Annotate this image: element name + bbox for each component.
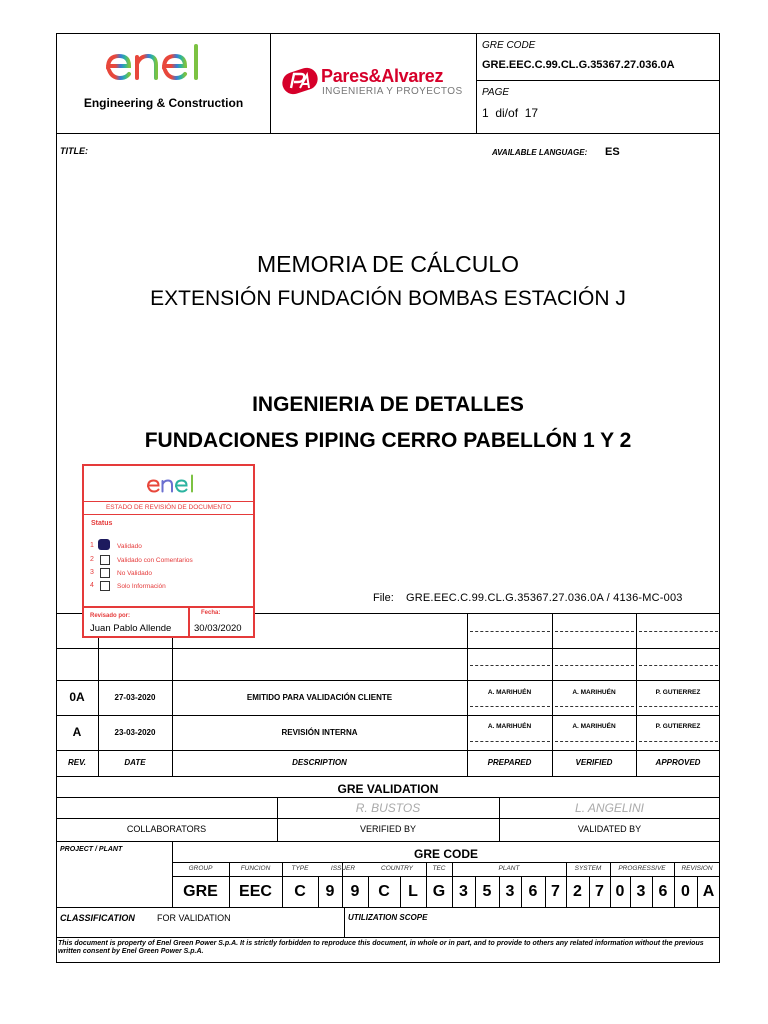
header-plant: PLANT xyxy=(498,865,520,872)
verified-by-name: R. BUSTOS xyxy=(355,801,421,815)
checkbox-icon xyxy=(100,555,110,565)
header-type: TYPE xyxy=(291,865,309,872)
header-date: DATE xyxy=(124,758,146,767)
header-group: GROUP xyxy=(188,865,213,872)
code-cell: C xyxy=(378,883,390,900)
header-country: COUNTRY xyxy=(381,865,413,872)
option-label: No Validado xyxy=(117,570,152,577)
option-number: 4 xyxy=(90,582,94,589)
description-cell: REVISIÓN INTERNA xyxy=(281,728,358,737)
reviewer-value: Juan Pablo Allende xyxy=(90,623,172,634)
rev-cell: A xyxy=(72,725,82,739)
file-value: GRE.EEC.C.99.CL.G.35367.27.036.0A / 4136-MC-003 xyxy=(406,592,683,604)
classification-label: CLASSIFICATION xyxy=(60,913,135,923)
prepared-cell: A. MARIHUÉN xyxy=(487,723,532,730)
code-cell: L xyxy=(408,883,418,900)
code-cell: 7 xyxy=(551,883,560,900)
prepared-cell: A. MARIHUÉN xyxy=(487,689,532,696)
code-cell: 0 xyxy=(615,883,625,900)
code-cell: G xyxy=(432,883,446,900)
page-value: 1 di/of 17 xyxy=(482,106,539,120)
document-subtitle-line-2: FUNDACIONES PIPING CERRO PABELLÓN 1 Y 2 xyxy=(144,429,632,452)
header-rev: REV. xyxy=(68,758,86,767)
header-approved: APPROVED xyxy=(655,758,701,767)
code-cell: 3 xyxy=(459,883,468,900)
verified-cell: A. MARIHUÉN xyxy=(572,723,616,730)
verified-by-label: VERIFIED BY xyxy=(359,824,416,834)
code-cell: 5 xyxy=(482,883,492,900)
collaborators-label: COLLABORATORS xyxy=(126,824,207,834)
partner-subtitle: INGENIERIA Y PROYECTOS xyxy=(322,86,463,97)
stamp-enel-logo xyxy=(144,470,204,498)
verified-cell: A. MARIHUÉN xyxy=(572,689,616,696)
option-label: Solo Información xyxy=(117,583,166,590)
code-cell: 7 xyxy=(595,883,604,900)
approved-cell: P. GUTIERREZ xyxy=(655,723,701,730)
utilization-scope-label: UTILIZATION SCOPE xyxy=(348,913,428,922)
document-title-line-2: EXTENSIÓN FUNDACIÓN BOMBAS ESTACIÓN J xyxy=(150,287,626,310)
header-prepared: PREPARED xyxy=(487,758,532,767)
date-value: 30/03/2020 xyxy=(194,623,242,634)
code-cell: 3 xyxy=(505,883,515,900)
code-cell: 2 xyxy=(573,883,582,900)
header-tec: TEC xyxy=(432,865,446,872)
approved-cell: P. GUTIERREZ xyxy=(655,689,701,696)
code-cell: A xyxy=(702,883,715,900)
rev-cell: 0A xyxy=(69,690,85,704)
header-funcion: FUNCION xyxy=(240,865,271,872)
header-system: SYSTEM xyxy=(574,865,602,872)
stamp-status-label: Status xyxy=(91,520,113,527)
page-label: PAGE xyxy=(482,87,510,98)
reviewer-label: Revisado por: xyxy=(90,613,131,619)
code-cell: 9 xyxy=(325,883,335,900)
gre-validation-title: GRE VALIDATION xyxy=(337,782,439,796)
code-cell: 9 xyxy=(350,883,360,900)
stamp-heading: ESTADO DE REVISIÓN DE DOCUMENTO xyxy=(105,504,232,511)
document-title-line-1: MEMORIA DE CÁLCULO xyxy=(257,251,519,277)
document-subtitle-line-1: INGENIERIA DE DETALLES xyxy=(252,393,524,416)
header-description: DESCRIPTION xyxy=(292,758,347,767)
header-revision: REVISION xyxy=(681,865,713,872)
partner-name: Pares&Alvarez xyxy=(321,66,444,86)
partner-logo-icon xyxy=(280,64,320,98)
description-cell: EMITIDO PARA VALIDACIÓN CLIENTE xyxy=(246,693,393,702)
header-progressive: PROGRESSIVE xyxy=(618,865,666,872)
validated-by-name: L. ANGELINI xyxy=(575,801,644,815)
language-value: ES xyxy=(605,146,620,158)
company-tagline: Engineering & Construction xyxy=(83,96,244,110)
code-cell: 3 xyxy=(636,883,646,900)
code-cell: 6 xyxy=(658,883,668,900)
title-label: TITLE: xyxy=(60,146,88,156)
file-label: File: xyxy=(373,592,394,604)
review-stamp xyxy=(82,464,255,638)
code-cell: 6 xyxy=(528,883,538,900)
code-cell: GRE xyxy=(183,883,218,900)
disclaimer: This document is property of Enel Green Power S.p.A. It is strictly forbidden to reproduce this document, in whole or in part, and to provide to others any related information without the previous written consent by Enel Green Power S.p.A. xyxy=(58,940,704,955)
date-cell: 23-03-2020 xyxy=(114,728,156,737)
code-cell: 0 xyxy=(681,883,690,900)
enel-logo xyxy=(100,40,220,86)
option-number: 3 xyxy=(90,569,94,576)
header-issuer: ISSUER xyxy=(330,865,356,872)
option-number: 2 xyxy=(90,556,94,563)
option-number: 1 xyxy=(90,542,94,549)
code-cell: C xyxy=(294,883,306,900)
checkbox-icon xyxy=(100,568,110,578)
code-cell: EEC xyxy=(239,883,272,900)
date-cell: 27-03-2020 xyxy=(114,693,156,702)
classification-value: FOR VALIDATION xyxy=(157,913,231,923)
checkbox-checked-icon xyxy=(98,539,110,550)
option-label: Validado xyxy=(117,543,142,550)
language-label: AVAILABLE LANGUAGE: xyxy=(492,148,588,157)
header-verified: VERIFIED xyxy=(575,758,613,767)
date-label: Fecha: xyxy=(201,610,221,616)
project-plant-label: PROJECT / PLANT xyxy=(60,846,123,853)
checkbox-icon xyxy=(100,581,110,591)
option-label: Validado con Comentarios xyxy=(117,557,193,564)
gre-code-label: GRE CODE xyxy=(482,40,536,51)
gre-code-value: GRE.EEC.C.99.CL.G.35367.27.036.0A xyxy=(482,59,675,71)
gre-code-table-title: GRE CODE xyxy=(413,847,478,861)
validated-by-label: VALIDATED BY xyxy=(577,824,642,834)
